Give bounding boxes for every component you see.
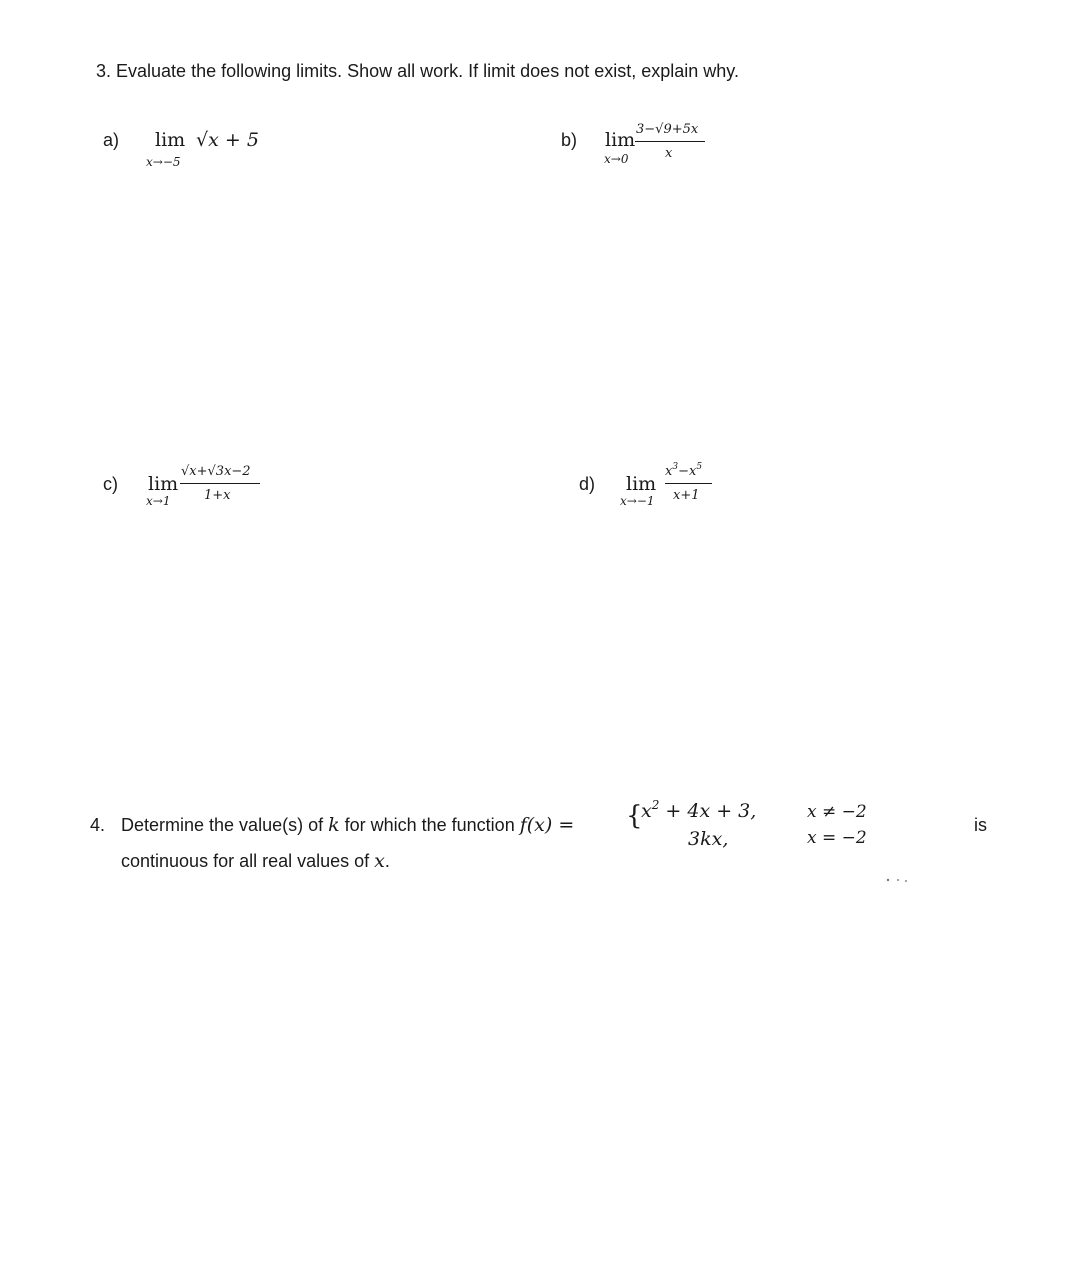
part-c-approach: x→1 bbox=[146, 494, 171, 508]
case-1-exponent: 2 bbox=[651, 798, 660, 812]
part-d-num-exp-a: 3 bbox=[672, 462, 679, 472]
part-b-denominator: x bbox=[665, 146, 673, 161]
part-c-fraction-bar bbox=[180, 483, 260, 484]
part-b-label: b) bbox=[561, 130, 578, 150]
question-4-text-before: Determine the value(s) of bbox=[121, 815, 329, 835]
part-c-label: c) bbox=[103, 474, 118, 494]
question-4-var-x: x bbox=[374, 850, 385, 872]
piecewise-case-1-expression bbox=[641, 800, 756, 822]
part-d-num-base-b: −x bbox=[678, 464, 697, 479]
question-4-line-2-text: continuous for all real values of bbox=[121, 851, 375, 871]
part-d-numerator bbox=[665, 464, 702, 479]
piecewise-brace: { bbox=[626, 801, 643, 831]
part-a-expression: √x + 5 bbox=[196, 129, 259, 151]
part-b-lim: lim bbox=[605, 129, 636, 151]
case-1-base: x bbox=[641, 800, 652, 822]
part-d-denominator: x+1 bbox=[673, 488, 700, 503]
part-b-approach: x→0 bbox=[604, 152, 629, 166]
part-d-lim: lim bbox=[626, 473, 657, 495]
question-4-text-middle: for which the function bbox=[339, 815, 520, 835]
part-d-num-base-a: x bbox=[665, 464, 673, 479]
question-4-line-1 bbox=[121, 814, 574, 836]
part-a-approach: x→−5 bbox=[146, 155, 181, 169]
question-4-number: 4. bbox=[90, 815, 106, 835]
question-3-prompt: 3. Evaluate the following limits. Show all work. If limit does not exist, explain why. bbox=[96, 61, 739, 81]
part-c-denominator: 1+x bbox=[204, 488, 231, 503]
part-d-approach: x→−1 bbox=[620, 494, 655, 508]
part-c-lim: lim bbox=[148, 473, 179, 495]
part-c-numerator: √x+√3x−2 bbox=[181, 464, 251, 479]
part-b-numerator: 3−√9+5x bbox=[636, 122, 699, 137]
scan-specks bbox=[884, 876, 914, 884]
part-d-label: d) bbox=[579, 474, 596, 494]
question-4-line-2-end: . bbox=[384, 851, 390, 871]
part-d-fraction-bar bbox=[665, 483, 712, 484]
piecewise-case-2-condition: x = −2 bbox=[807, 828, 867, 848]
question-4-trailing-word: is bbox=[974, 815, 987, 835]
part-a-label: a) bbox=[103, 130, 120, 150]
part-a-lim: lim bbox=[155, 129, 186, 151]
part-d-num-exp-b: 5 bbox=[696, 462, 703, 472]
piecewise-case-2-expression: 3kx, bbox=[688, 828, 729, 850]
question-4-var-k: k bbox=[328, 814, 340, 836]
part-b-fraction-bar bbox=[635, 141, 705, 142]
question-4-line-2 bbox=[121, 850, 390, 872]
question-4-function: f(x) = bbox=[519, 814, 575, 836]
piecewise-case-1-condition: x ≠ −2 bbox=[807, 802, 867, 822]
case-1-rest: + 4x + 3, bbox=[659, 800, 757, 822]
